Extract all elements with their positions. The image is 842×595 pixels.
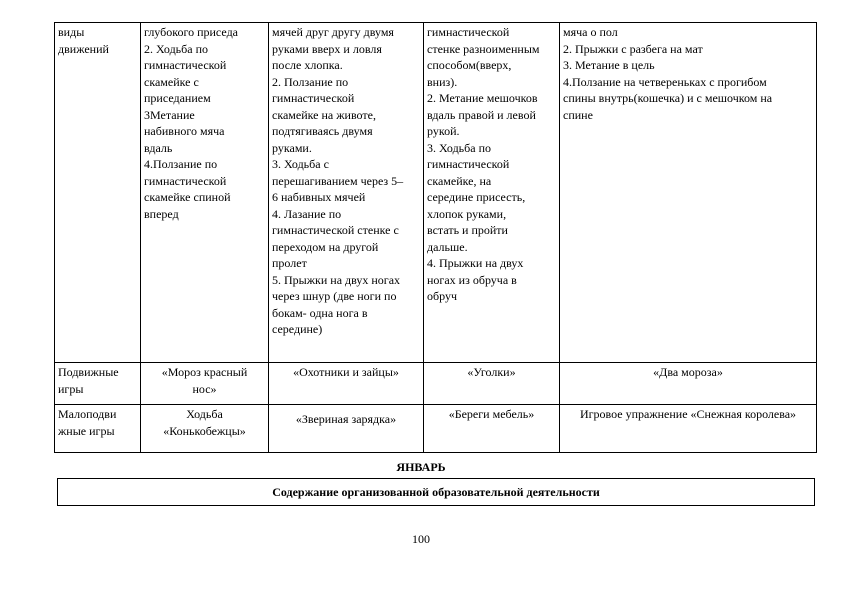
cell-text-line: гимнастической: [144, 173, 227, 188]
cell-text-line: мяча о пол: [563, 25, 618, 39]
cell-text-line: 3. Ходьба с: [272, 157, 329, 171]
cell-text-line: 2. Ходьба по: [144, 41, 208, 56]
table-row-low-mobility-games: [55, 405, 817, 453]
cell-text-line: переходом на другой: [272, 239, 379, 254]
active-games-col1: «Мороз красный нос»: [141, 363, 269, 405]
cell-text-line: спины внутрь(кошечка) и с мешочком на: [563, 91, 773, 105]
content-section-title-text: Содержание организованной образовательной деятельности: [272, 484, 600, 499]
page-number: 100: [412, 532, 430, 546]
cell-text-line: вперед: [144, 206, 179, 221]
low-mobility-col3: «Береги мебель»: [424, 405, 560, 453]
table-row-movements: [55, 23, 817, 363]
cell-text-line: руками вверх и ловля: [272, 41, 382, 56]
cell-text-line: середине присесть,: [427, 190, 526, 204]
cell-text-line: способом(вверх,: [427, 58, 512, 72]
table-row-active-games: [55, 363, 817, 405]
low-mobility-col1: Ходьба «Конькобежцы»: [141, 405, 269, 453]
cell-text-line: середине): [272, 322, 323, 336]
cell-text-line: скамейке с: [144, 74, 199, 89]
cell-text-line: рукой.: [427, 124, 460, 138]
cell-text-line: стенке разноименным: [427, 41, 540, 56]
movements-col2-cell: [269, 23, 424, 363]
low-mobility-col4: Игровое упражнение «Снежная королева»: [560, 405, 817, 453]
movements-col1-cell: [141, 23, 269, 363]
cell-text-line: 3. Ходьба по: [427, 140, 491, 155]
cell-text-line: мячей друг другу двумя: [272, 25, 394, 39]
cell-text-line: гимнастической: [427, 25, 510, 39]
cell-text-line: гимнастической: [272, 91, 355, 105]
active-games-col2: «Охотники и зайцы»: [269, 363, 424, 405]
cell-text-line: встать и пройти: [427, 223, 508, 237]
cell-text-line: скамейке, на: [427, 173, 492, 188]
cell-text-line: обруч: [427, 289, 457, 303]
month-heading: ЯНВАРЬ: [396, 460, 446, 474]
cell-text-line: приседанием: [144, 91, 211, 105]
cell-text-line: 2. Ползание по: [272, 74, 349, 89]
cell-text-line: 4.Ползание по: [144, 157, 218, 171]
cell-text-line: ногах из обруча в: [427, 272, 517, 287]
cell-text-line: 3Метание: [144, 107, 195, 122]
cell-text-line: после хлопка.: [272, 58, 343, 72]
cell-text-line: 4. Лазание по: [272, 206, 342, 221]
cell-text-line: скамейке спиной: [144, 190, 231, 204]
cell-text-line: подтягиваясь двумя: [272, 124, 373, 138]
row-label-low-mobility-games: Малоподви жные игры: [55, 405, 141, 453]
cell-text-line: 4. Прыжки на двух: [427, 256, 524, 270]
cell-text-line: дальше.: [427, 239, 468, 254]
cell-text-line: гимнастической стенке с: [272, 223, 399, 237]
exercise-plan-table: [54, 22, 817, 453]
low-mobility-col2: «Звериная зарядка»: [269, 405, 424, 453]
cell-text-line: спине: [563, 107, 593, 122]
row-label-movements: виды движений: [55, 23, 141, 363]
cell-text-line: гимнастической: [144, 58, 227, 72]
active-games-col4: «Два мороза»: [560, 363, 817, 405]
movements-col4-cell: [560, 23, 817, 363]
cell-text-line: 3. Метание в цель: [563, 58, 655, 72]
cell-text-line: глубокого приседа: [144, 25, 239, 39]
cell-text-line: 5. Прыжки на двух ногах: [272, 272, 401, 287]
cell-text-line: вдаль правой и левой: [427, 107, 536, 122]
row-label-active-games: Подвижные игры: [55, 363, 141, 405]
cell-text-line: 4.Ползание на четвереньках с прогибом: [563, 74, 767, 89]
cell-text-line: перешагиванием через 5–: [272, 173, 404, 188]
cell-text-line: 2. Прыжки с разбега на мат: [563, 41, 703, 56]
cell-text-line: гимнастической: [427, 157, 510, 171]
content-section-title: [57, 478, 815, 506]
cell-text-line: руками.: [272, 140, 312, 155]
cell-text-line: вниз).: [427, 74, 458, 89]
cell-text-line: вдаль: [144, 140, 173, 155]
cell-text-line: набивного мяча: [144, 124, 225, 138]
cell-text-line: хлопок руками,: [427, 206, 507, 221]
cell-text-line: через шнур (две ноги по: [272, 289, 397, 303]
cell-text-line: 6 набивных мячей: [272, 190, 366, 204]
cell-text-line: пролет: [272, 256, 307, 270]
movements-col3-cell: [424, 23, 560, 363]
cell-text-line: скамейке на животе,: [272, 107, 376, 122]
cell-text-line: 2. Метание мешочков: [427, 91, 538, 105]
active-games-col3: «Уголки»: [424, 363, 560, 405]
cell-text-line: бокам- одна нога в: [272, 305, 368, 320]
